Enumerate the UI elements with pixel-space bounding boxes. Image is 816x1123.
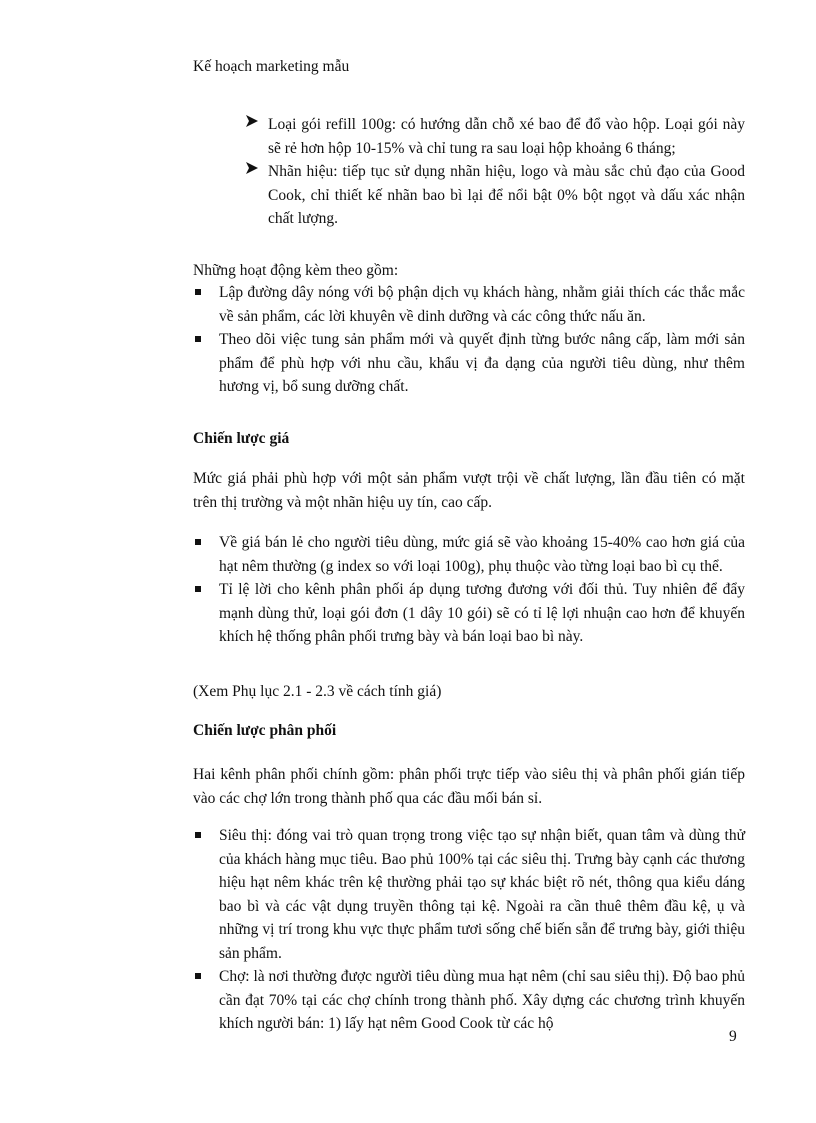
section-heading-distribution: Chiến lược phân phối [193, 722, 337, 739]
list-item-text: Siêu thị: đóng vai trò quan trọng trong việc tạo sự nhận biết, quan tâm và dùng thử của khách hàng mục tiêu. Bao phủ 100% tại các siêu thị. Trưng bày cạnh các thương hiệu hạt nêm khác trên kệ thường phải tạo sự khác biệt rõ nét, thông qua kiểu dáng bao bì và các vật dụng truyền thông tại kệ. Ngoài ra cần thuê thêm đầu kệ, ụ và những vị trí trong khu vực thực phẩm tươi sống chế biến sẵn để trưng bày, giới thiệu sản phẩm. [219, 827, 745, 962]
square-bullet-icon [195, 336, 201, 342]
page-header: Kế hoạch marketing mẫu [193, 58, 350, 75]
price-list [193, 531, 745, 649]
list-item [193, 328, 745, 399]
section-heading-price: Chiến lược giá [193, 430, 290, 447]
activities-list [193, 281, 745, 399]
list-item [193, 531, 745, 578]
arrow-bullet-icon [244, 113, 262, 137]
list-item-text: Lập đường dây nóng với bộ phận dịch vụ khách hàng, nhằm giải thích các thắc mắc về sản phẩm, các lời khuyên về dinh dưỡng và các công thức nấu ăn. [219, 284, 745, 325]
list-item [193, 824, 745, 965]
list-item-text: Loại gói refill 100g: có hướng dẫn chỗ xé bao để đổ vào hộp. Loại gói này sẽ rẻ hơn hộp 10-15% và chỉ tung ra sau loại hộp khoảng 6 tháng; [268, 116, 745, 157]
list-item-text: Tỉ lệ lời cho kênh phân phối áp dụng tương đương với đối thủ. Tuy nhiên để đẩy mạnh dùng thử, loại gói đơn (1 dây 10 gói) sẽ có tỉ lệ lợi nhuận cao hơn để khuyến khích hệ thống phân phối trưng bày và bán loại bao bì này. [219, 581, 745, 645]
square-bullet-icon [195, 539, 201, 545]
arrow-bullet-icon [244, 160, 262, 184]
price-intro: Mức giá phải phù hợp với một sản phẩm vượt trội về chất lượng, lần đầu tiên có mặt trên thị trường và một nhãn hiệu uy tín, cao cấp. [193, 470, 745, 511]
square-bullet-icon [195, 832, 201, 838]
list-item [193, 578, 745, 649]
list-item [193, 965, 745, 1036]
square-bullet-icon [195, 586, 201, 592]
price-note: (Xem Phụ lục 2.1 - 2.3 về cách tính giá) [193, 683, 442, 700]
list-item [248, 113, 745, 160]
list-item [248, 160, 745, 231]
activities-intro: Những hoạt động kèm theo gồm: [193, 262, 399, 279]
list-item-text: Nhãn hiệu: tiếp tục sử dụng nhãn hiệu, logo và màu sắc chủ đạo của Good Cook, chỉ thiết kế nhãn bao bì lại để nổi bật 0% bột ngọt và dấu xác nhận chất lượng. [268, 163, 745, 227]
distribution-intro: Hai kênh phân phối chính gồm: phân phối trực tiếp vào siêu thị và phân phối gián tiếp vào các chợ lớn trong thành phố qua các đầu mối bán sỉ. [193, 766, 745, 807]
list-item-text: Chợ: là nơi thường được người tiêu dùng mua hạt nêm (chỉ sau siêu thị). Độ bao phủ cần đạt 70% tại các chợ chính trong thành phố. Xây dựng các chương trình khuyến khích người bán: 1) lấy hạt nêm Good Cook từ các hộ [219, 968, 745, 1032]
distribution-list [193, 824, 745, 1036]
product-list [248, 113, 745, 231]
square-bullet-icon [195, 289, 201, 295]
list-item [193, 281, 745, 328]
page-number: 9 [729, 1028, 737, 1045]
list-item-text: Theo dõi việc tung sản phẩm mới và quyết định từng bước nâng cấp, làm mới sản phẩm để phù hợp với nhu cầu, khẩu vị đa dạng của người tiêu dùng, như thêm hương vị, bổ sung dưỡng chất. [219, 331, 745, 395]
list-item-text: Về giá bán lẻ cho người tiêu dùng, mức giá sẽ vào khoảng 15-40% cao hơn giá của hạt nêm thường (g index so với loại 100g), phụ thuộc vào từng loại bao bì cụ thể. [219, 534, 745, 575]
square-bullet-icon [195, 973, 201, 979]
